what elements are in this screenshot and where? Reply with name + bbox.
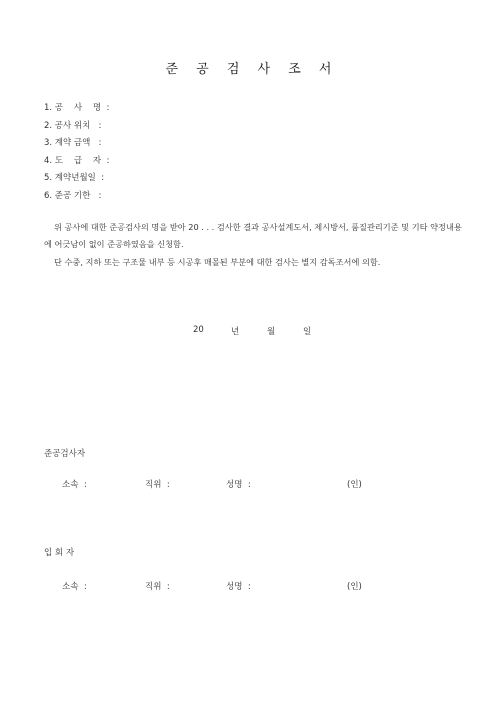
inspector-label: 준공검사자 xyxy=(44,449,86,459)
witness-seal: (인) xyxy=(347,582,362,592)
date-year-unit: 년 xyxy=(231,327,240,337)
inspector-affiliation: 소속 : xyxy=(62,480,87,490)
info-contract-amount: 3. 계약 금액 : xyxy=(44,138,102,148)
inspection-statement: 위 공사에 대한 준공검사의 명을 받아 20 . . . 검사한 결과 공사설계도서, 제시방서, 품질관리기준 및 기타 약정내용에 어긋남이 없이 준공하였음을 신청함. xyxy=(44,222,462,249)
info-project-name: 1. 공 사 명 : xyxy=(44,103,110,113)
date-day-unit: 일 xyxy=(303,327,312,337)
witness-name: 성명 : xyxy=(226,582,251,592)
info-project-location: 2. 공사 위치 : xyxy=(44,120,102,131)
contract-info-list xyxy=(44,100,109,205)
date-year: 20 xyxy=(193,325,204,335)
info-contract-date: 5. 계약년월일 : xyxy=(44,173,105,183)
date-month-unit: 월 xyxy=(267,327,276,337)
inspector-name: 성명 : xyxy=(226,480,251,490)
document-title: 준 공 검 사 조 서 xyxy=(165,62,339,77)
witness-position: 직위 : xyxy=(145,582,170,592)
inspector-position: 직위 : xyxy=(145,480,170,490)
inspector-seal: (인) xyxy=(347,480,362,490)
buried-parts-note: 단 수중, 지하 또는 구조물 내부 등 시공후 매몰된 부분에 대한 검사는 별지 감독조서에 의함. xyxy=(54,257,381,267)
info-contractor: 4. 도 급 자 : xyxy=(44,155,110,166)
info-completion-deadline: 6. 준공 기한 : xyxy=(44,190,102,201)
witness-label: 입 회 자 xyxy=(44,548,75,558)
witness-affiliation: 소속 : xyxy=(62,582,87,592)
